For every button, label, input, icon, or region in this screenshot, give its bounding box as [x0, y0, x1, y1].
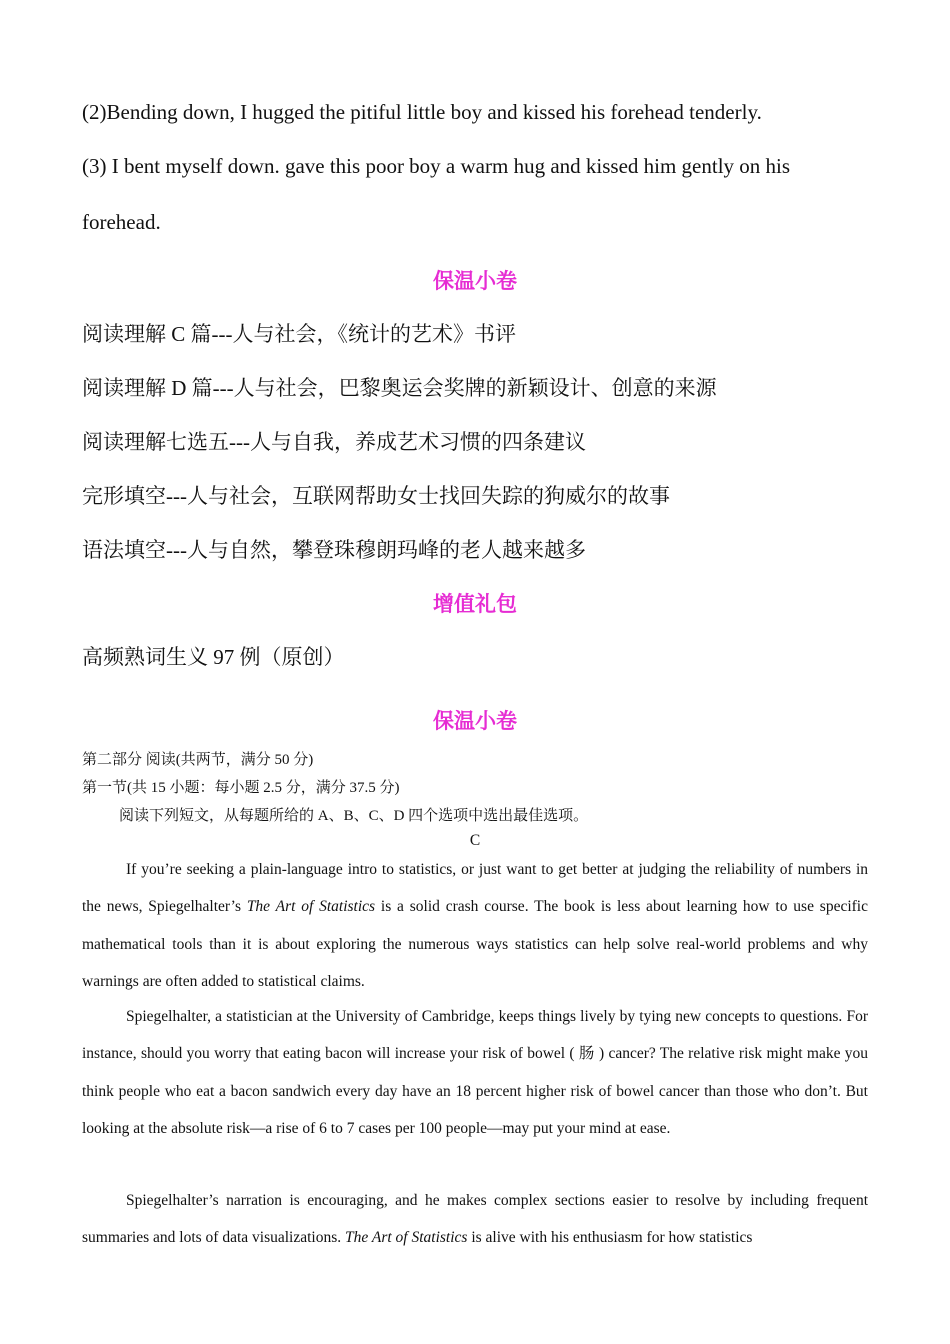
translation-line-3a: (3) I bent myself down. gave this poor boy a warm hug and kissed him gently on his: [82, 154, 791, 178]
toc-item: 阅读理解 C 篇---人与社会，《统计的艺术》书评: [82, 322, 516, 346]
section-heading-warm-paper-2: 保温小卷: [433, 709, 517, 733]
toc-item: 完形填空---人与社会，互联网帮助女士找回失踪的狗威尔的故事: [82, 484, 670, 508]
section-heading-warm-paper: 保温小卷: [433, 269, 517, 293]
book-title: The Art of Statistics: [345, 1229, 468, 1247]
translation-line-3b: forehead.: [82, 210, 161, 234]
part-label: 第二部分 阅读(共两节，满分 50 分): [82, 752, 314, 768]
subpart-label: 第一节(共 15 小题：每小题 2.5 分，满分 37.5 分): [82, 780, 400, 796]
toc-item: 语法填空---人与自然，攀登珠穆朗玛峰的老人越来越多: [82, 538, 586, 562]
passage-paragraph-2: Spiegelhalter, a statistician at the University of Cambridge, keeps things lively by tying new concepts to questions. For instance, should you worry that eating bacon will increase your risk of bowel ( 肠 ) cancer? The relative risk might make you think people who eat a bacon sandwich every day have an 18 percent higher risk of bowel cancer than those who don’t. But looking at the absolute risk—a rise of 6 to 7 cases per 100 people—may put your mind at ease.: [82, 1008, 868, 1137]
passage-paragraph-3: Spiegelhalter’s narration is encouraging, and he makes complex sections easier to resolve by including frequent summaries and lots of data visualizations. The Art of Statistics is alive with his enthusiasm for how statistics: [82, 1192, 868, 1247]
section-heading-bonus-pack: 增值礼包: [433, 592, 517, 616]
toc-item: 阅读理解七选五---人与自我，养成艺术习惯的四条建议: [82, 430, 586, 454]
toc-item: 阅读理解 D 篇---人与社会，巴黎奥运会奖牌的新颖设计、创意的来源: [82, 376, 717, 400]
translation-line-2: (2)Bending down, I hugged the pitiful little boy and kissed his forehead tenderly.: [82, 100, 762, 124]
passage-paragraph-1: If you’re seeking a plain-language intro to statistics, or just want to get better at judging the reliability of numbers in the news, Spiegelhalter’s The Art of Statistics is a solid crash course. The book is less about learning how to use specific mathematical tools than it is about exploring the numerous ways statistics can help solve real-world problems and why warnings are often added to statistical claims.: [82, 861, 868, 990]
toc-item: 高频熟词生义 97 例（原创）: [82, 645, 345, 669]
book-title: The Art of Statistics: [246, 898, 376, 916]
passage-label: C: [469, 832, 481, 849]
instruction-text: 阅读下列短文，从每题所给的 A、B、C、D 四个选项中选出最佳选项。: [119, 808, 589, 824]
